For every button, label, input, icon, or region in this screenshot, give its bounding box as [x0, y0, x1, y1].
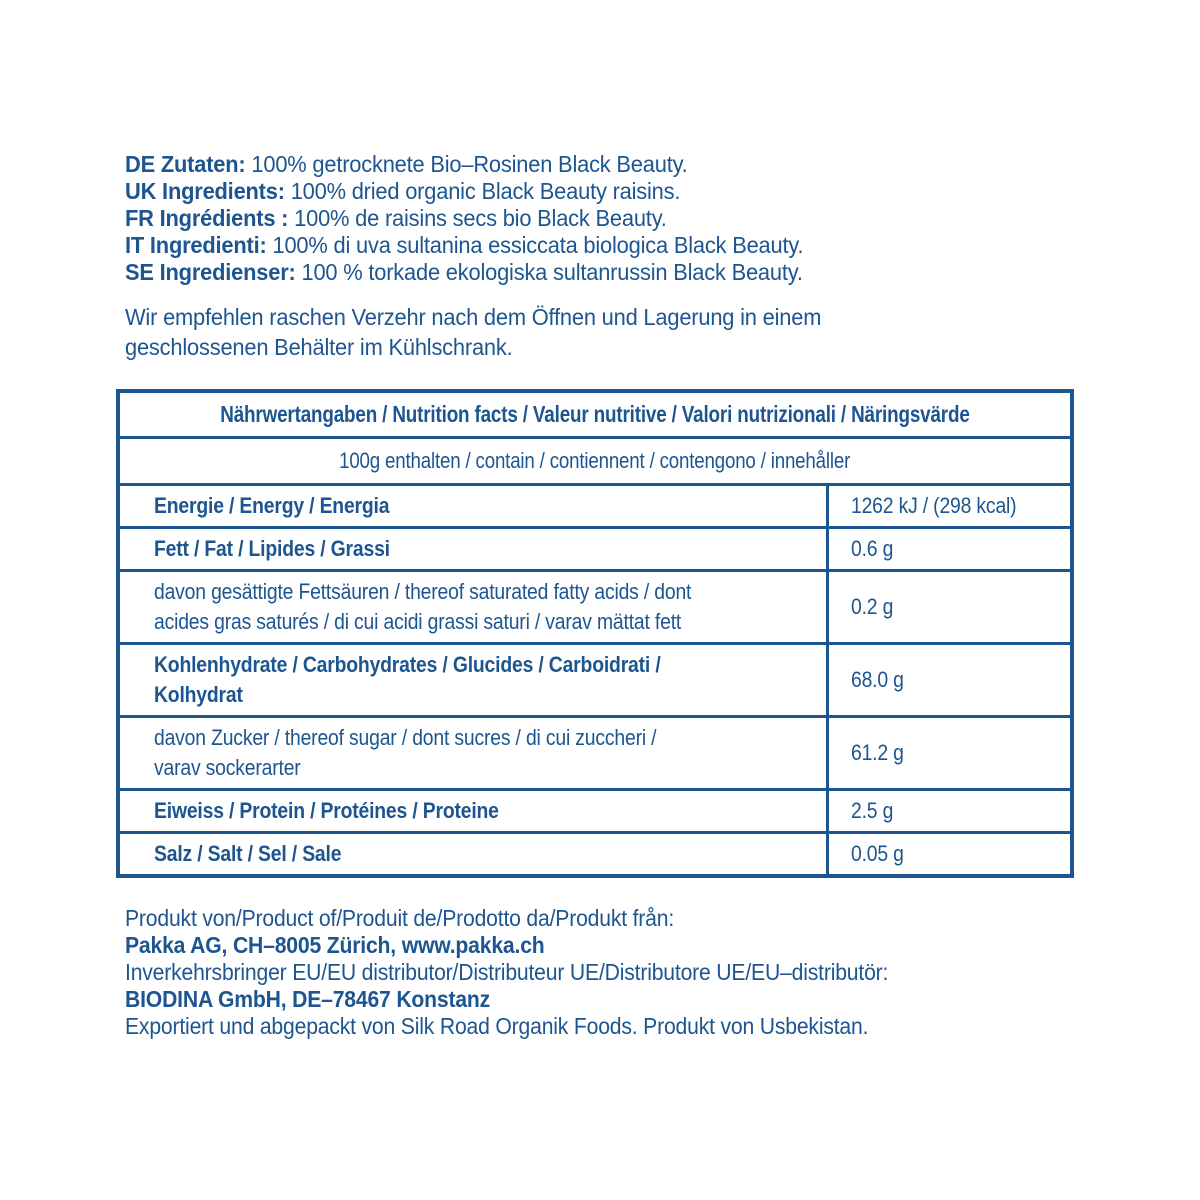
- distributor-line: BIODINA GmbH, DE–78467 Konstanz: [125, 986, 491, 1012]
- row-value-saturated-fat: 0.2 g: [851, 594, 894, 619]
- row-value-protein: 2.5 g: [851, 798, 894, 823]
- table-row-protein: [120, 791, 1070, 834]
- ingredients-section: [116, 151, 1200, 286]
- ingredients-text-fr: 100% de raisins secs bio Black Beauty.: [288, 205, 667, 231]
- ingredients-label-se: SE Ingredienser:: [125, 259, 296, 285]
- ingredients-text-it: 100% di uva sultanina essiccata biologica Black Beauty.: [266, 232, 804, 258]
- ingredients-label-it: IT Ingredienti:: [125, 232, 267, 258]
- row-label-saturated-fat: davon gesättigte Fettsäuren / thereof saturated fatty acids / dont acides gras saturés / di cui acidi grassi saturi / varav mättat fett: [120, 572, 829, 642]
- row-value-fat: 0.6 g: [851, 536, 894, 561]
- nutrition-table-subtitle: 100g enthalten / contain / contiennent / contengono / innehåller: [339, 448, 851, 473]
- row-value-sugar: 61.2 g: [851, 740, 904, 765]
- row-value-carbohydrates: 68.0 g: [851, 667, 904, 692]
- producer-line: Pakka AG, CH–8005 Zürich, www.pakka.ch: [125, 932, 545, 958]
- ingredients-label-uk: UK Ingredients:: [125, 178, 285, 204]
- row-value-energy: 1262 kJ / (298 kcal): [851, 493, 1017, 518]
- product-of-line: Produkt von/Product of/Produit de/Prodotto da/Produkt från:: [125, 905, 675, 931]
- ingredients-line-de: [125, 151, 1146, 178]
- ingredients-line-fr: [125, 205, 1146, 232]
- table-row-fat: [120, 529, 1070, 572]
- ingredients-line-se: [125, 259, 1146, 286]
- row-label-sugar: davon Zucker / thereof sugar / dont sucres / di cui zuccheri / varav sockerarter: [120, 718, 829, 788]
- ingredients-text-uk: 100% dried organic Black Beauty raisins.: [284, 178, 681, 204]
- storage-note-line-2: geschlossenen Behälter im Kühlschrank.: [125, 334, 513, 360]
- ingredients-label-de: DE Zutaten:: [125, 151, 246, 177]
- row-label-fat: Fett / Fat / Lipides / Grassi: [120, 529, 829, 569]
- storage-note: [116, 302, 1200, 362]
- nutrition-table-title-row: [120, 393, 1070, 439]
- nutrition-table: [116, 389, 1074, 878]
- table-row-salt: [120, 834, 1070, 874]
- ingredients-line-it: [125, 232, 1146, 259]
- row-label-protein: Eiweiss / Protein / Protéines / Proteine: [120, 791, 829, 831]
- row-value-salt: 0.05 g: [851, 841, 904, 866]
- distributor-label-line: Inverkehrsbringer EU/EU distributor/Distributeur UE/Distributore UE/EU–distributör:: [125, 959, 889, 985]
- ingredients-text-de: 100% getrocknete Bio–Rosinen Black Beauty.: [245, 151, 688, 177]
- row-label-energy: Energie / Energy / Energia: [120, 486, 829, 526]
- row-label-carbohydrates: Kohlenhydrate / Carbohydrates / Glucides / Carboidrati / Kolhydrat: [120, 645, 829, 715]
- ingredients-label-fr: FR Ingrédients :: [125, 205, 289, 231]
- storage-note-line-1: Wir empfehlen raschen Verzehr nach dem Öffnen und Lagerung in einem: [125, 304, 822, 330]
- nutrition-table-subtitle-row: [120, 439, 1070, 486]
- nutrition-table-title: Nährwertangaben / Nutrition facts / Valeur nutritive / Valori nutrizionali / Näringsvärde: [220, 401, 970, 427]
- producer-info-section: [116, 905, 1200, 1040]
- row-label-salt: Salz / Salt / Sel / Sale: [120, 834, 829, 874]
- ingredients-line-uk: [125, 178, 1146, 205]
- table-row-carbohydrates: [120, 645, 1070, 718]
- table-row-energy: [120, 486, 1070, 529]
- export-origin-line: Exportiert und abgepackt von Silk Road Organik Foods. Produkt von Usbekistan.: [125, 1013, 869, 1039]
- table-row-saturated-fat: [120, 572, 1070, 645]
- table-row-sugar: [120, 718, 1070, 791]
- ingredients-text-se: 100 % torkade ekologiska sultanrussin Black Beauty.: [295, 259, 803, 285]
